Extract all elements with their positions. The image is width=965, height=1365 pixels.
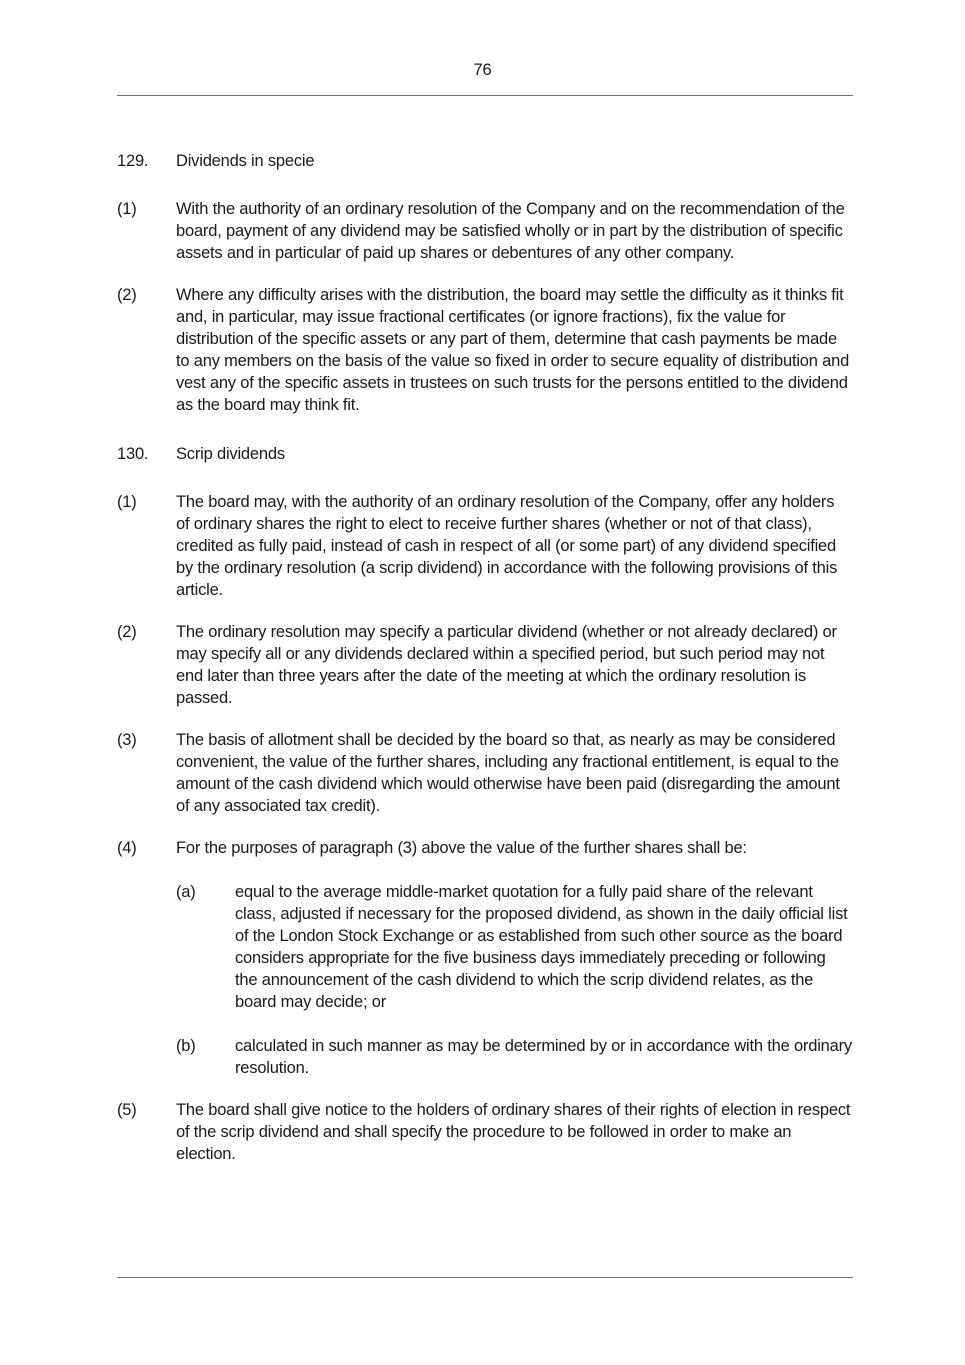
- section-heading: [117, 443, 852, 465]
- section-number: 130.: [117, 445, 149, 463]
- paragraph: [117, 1099, 852, 1165]
- paragraph: [117, 198, 852, 264]
- page-content: [117, 96, 852, 1165]
- paragraph-text: The board shall give notice to the holders of ordinary shares of their rights of election in respect of the scrip dividend and shall specify the procedure to be followed in order to make an election.: [176, 1101, 851, 1163]
- section-title: Dividends in specie: [176, 152, 315, 170]
- sub-item-text: equal to the average middle-market quotation for a fully paid share of the relevant class, adjusted if necessary for the proposed dividend, as shown in the daily official list of the London Stock Exchange or as established from such other source as the board considers appropriate for the five business days immediately preceding or following the announcement of the cash dividend to which the scrip dividend relates, as the board may decide; or: [235, 883, 848, 1011]
- paragraph-marker: (4): [117, 839, 137, 857]
- paragraph-text: Where any difficulty arises with the distribution, the board may settle the difficulty as it thinks fit and, in particular, may issue fractional certificates (or ignore fractions), fix the value for distribution of the specific assets or any part of them, determine that cash payments be made to any members on the basis of the value so fixed in order to secure equality of distribution and vest any of the specific assets in trustees on such trusts for the persons entitled to the dividend as the board may think fit.: [176, 286, 850, 414]
- paragraph-text: The board may, with the authority of an ordinary resolution of the Company, offer any holders of ordinary shares the right to elect to receive further shares (whether or not of that class), credited as fully paid, instead of cash in respect of all (or some part) of any dividend specified by the ordinary resolution (a scrip dividend) in accordance with the following provisions of this article.: [176, 493, 838, 599]
- section-number: 129.: [117, 152, 149, 170]
- paragraph-body: [176, 837, 852, 1079]
- sub-item: [176, 1035, 852, 1079]
- paragraph-marker: (5): [117, 1101, 137, 1119]
- paragraph-text: For the purposes of paragraph (3) above the value of the further shares shall be:: [176, 839, 747, 857]
- paragraph-text: The ordinary resolution may specify a particular dividend (whether or not already declared) or may specify all or any dividends declared within a specified period, but such period may not end later than three years after the date of the meeting at which the ordinary resolution is passed.: [176, 623, 837, 707]
- paragraph: [117, 621, 852, 709]
- section-heading: [117, 150, 852, 172]
- page-number: 76: [473, 61, 492, 79]
- paragraph-marker: (2): [117, 286, 137, 304]
- footer-rule: [117, 1277, 853, 1278]
- paragraph-text: The basis of allotment shall be decided by the board so that, as nearly as may be considered convenient, the value of the further shares, including any fractional entitlement, is equal to the amount of the cash dividend which would otherwise have been paid (disregarding the amount of any associated tax credit).: [176, 731, 840, 815]
- sub-item: [176, 881, 852, 1013]
- paragraph-marker: (3): [117, 731, 137, 749]
- paragraph-marker: (1): [117, 493, 137, 511]
- paragraph: [117, 491, 852, 601]
- paragraph: [117, 284, 852, 416]
- sub-item-text: calculated in such manner as may be determined by or in accordance with the ordinary resolution.: [235, 1037, 852, 1077]
- paragraph: [117, 837, 852, 1079]
- paragraph: [117, 729, 852, 817]
- sub-item-marker: (b): [176, 1037, 196, 1055]
- paragraph-text: With the authority of an ordinary resolution of the Company and on the recommendation of the board, payment of any dividend may be satisfied wholly or in part by the distribution of specific assets and in particular of paid up shares or debentures of any other company.: [176, 200, 845, 262]
- sub-item-marker: (a): [176, 883, 196, 901]
- section-title: Scrip dividends: [176, 445, 285, 463]
- paragraph-marker: (1): [117, 200, 137, 218]
- paragraph-marker: (2): [117, 623, 137, 641]
